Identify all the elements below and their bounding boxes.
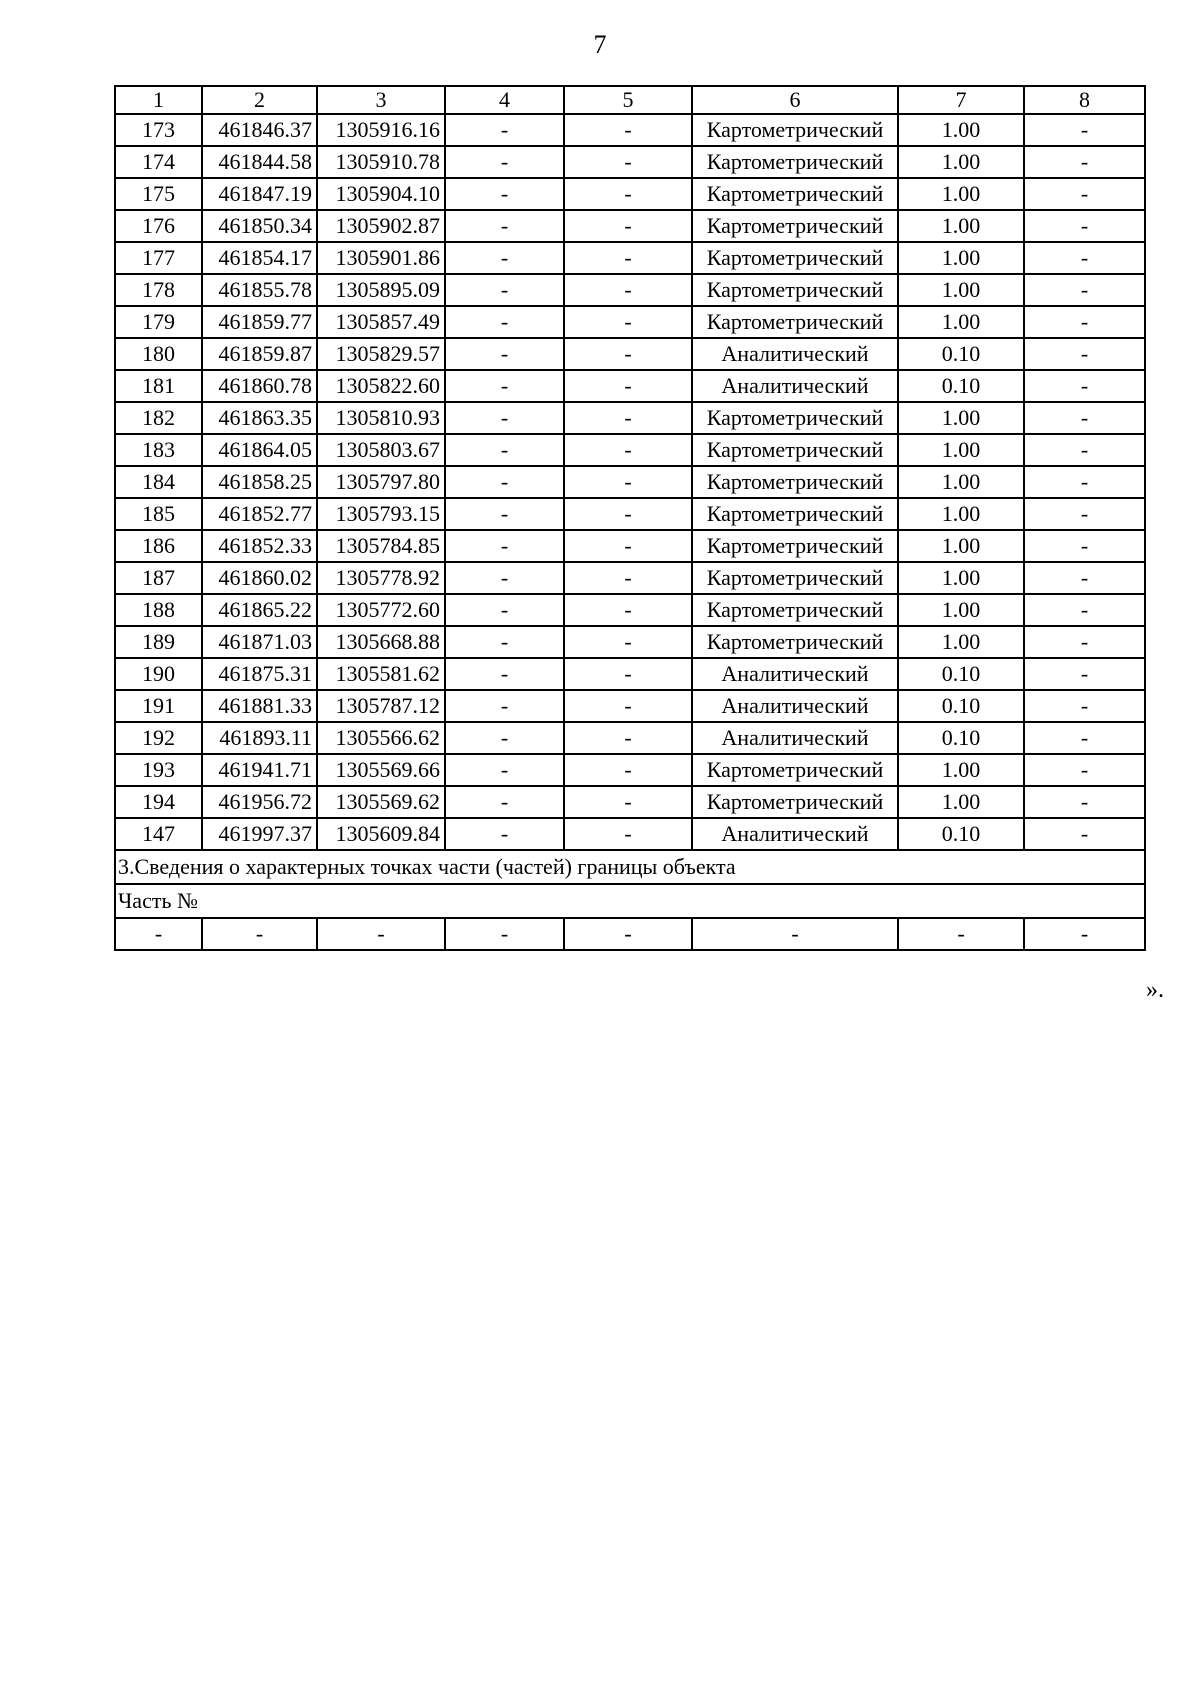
table-row — [115, 274, 1145, 306]
table-row — [115, 114, 1145, 146]
table-cell-col-8: - — [1024, 210, 1145, 242]
table-cell-col-3: 1305857.49 — [317, 306, 445, 338]
table-cell-col-7: 1.00 — [898, 754, 1024, 786]
table-cell-col-8: - — [1024, 402, 1145, 434]
table-cell-col-8: 8 — [1024, 86, 1145, 114]
table-cell-col-4: - — [445, 402, 564, 434]
table-cell-col-5: - — [564, 562, 692, 594]
table-cell-col-3: 1305609.84 — [317, 818, 445, 850]
table-cell-col-7: 1.00 — [898, 146, 1024, 178]
table-cell-col-1: 176 — [115, 210, 202, 242]
table-cell-col-7: 0.10 — [898, 690, 1024, 722]
table-cell-col-6: Картометрический — [692, 466, 898, 498]
table-cell-col-1: 174 — [115, 146, 202, 178]
table-cell-col-1: 186 — [115, 530, 202, 562]
table-cell-col-1: 188 — [115, 594, 202, 626]
table-row — [115, 690, 1145, 722]
table-cell-col-3: 1305803.67 — [317, 434, 445, 466]
table-cell-col-2: 461852.77 — [202, 498, 317, 530]
table-cell-col-5: - — [564, 146, 692, 178]
table-cell-col-2: 461858.25 — [202, 466, 317, 498]
table-cell-col-6: Картометрический — [692, 306, 898, 338]
table-cell-col-8: - — [1024, 658, 1145, 690]
section-title: 3.Сведения о характерных точках части (частей) границы объекта — [115, 850, 1145, 884]
table-cell-col-6: Картометрический — [692, 562, 898, 594]
table-cell-col-8: - — [1024, 434, 1145, 466]
table-cell-col-2: 2 — [202, 86, 317, 114]
table-cell-col-4: 4 — [445, 86, 564, 114]
table-cell-col-1: - — [115, 918, 202, 950]
table-cell-col-7: 1.00 — [898, 242, 1024, 274]
table-cell-col-3: - — [317, 918, 445, 950]
table-row — [115, 306, 1145, 338]
table-cell-col-2: 461859.87 — [202, 338, 317, 370]
table-cell-col-4: - — [445, 754, 564, 786]
table-cell-col-7: - — [898, 918, 1024, 950]
table-cell-col-6: Аналитический — [692, 818, 898, 850]
table-row — [115, 818, 1145, 850]
table-cell-col-6: Аналитический — [692, 370, 898, 402]
table-cell-col-5: - — [564, 114, 692, 146]
table-cell-col-5: - — [564, 530, 692, 562]
table-cell-col-3: 1305793.15 — [317, 498, 445, 530]
table-cell-col-5: - — [564, 498, 692, 530]
table-cell-col-2: 461893.11 — [202, 722, 317, 754]
table-cell-col-8: - — [1024, 594, 1145, 626]
table-cell-col-4: - — [445, 178, 564, 210]
table-cell-col-7: 1.00 — [898, 178, 1024, 210]
table-cell-col-4: - — [445, 918, 564, 950]
table-cell-col-6: Аналитический — [692, 338, 898, 370]
table-cell-col-5: - — [564, 658, 692, 690]
table-cell-col-5: - — [564, 210, 692, 242]
table-cell-col-2: 461850.34 — [202, 210, 317, 242]
table-cell-col-7: 1.00 — [898, 466, 1024, 498]
table-cell-col-7: 1.00 — [898, 786, 1024, 818]
table-empty-row — [115, 918, 1145, 950]
table-cell-col-3: 1305569.62 — [317, 786, 445, 818]
table-cell-col-6: Аналитический — [692, 690, 898, 722]
table-cell-col-1: 173 — [115, 114, 202, 146]
table-cell-col-7: 0.10 — [898, 370, 1024, 402]
table-cell-col-2: 461941.71 — [202, 754, 317, 786]
table-cell-col-7: 1.00 — [898, 306, 1024, 338]
table-cell-col-4: - — [445, 690, 564, 722]
table-cell-col-7: 1.00 — [898, 626, 1024, 658]
table-cell-col-8: - — [1024, 114, 1145, 146]
table-cell-col-5: 5 — [564, 86, 692, 114]
table-cell-col-6: Картометрический — [692, 498, 898, 530]
table-cell-col-8: - — [1024, 370, 1145, 402]
table-row — [115, 338, 1145, 370]
table-cell-col-5: - — [564, 918, 692, 950]
table-cell-col-8: - — [1024, 498, 1145, 530]
table-cell-col-4: - — [445, 274, 564, 306]
table-cell-col-3: 1305822.60 — [317, 370, 445, 402]
table-cell-col-1: 193 — [115, 754, 202, 786]
table-row — [115, 722, 1145, 754]
table-cell-col-8: - — [1024, 466, 1145, 498]
table-cell-col-2: 461844.58 — [202, 146, 317, 178]
table-cell-col-1: 192 — [115, 722, 202, 754]
table-row — [115, 242, 1145, 274]
table-cell-col-2: 461854.17 — [202, 242, 317, 274]
table-row — [115, 754, 1145, 786]
coordinates-table — [114, 85, 1146, 951]
table-cell-col-7: 1.00 — [898, 434, 1024, 466]
table-cell-col-2: 461865.22 — [202, 594, 317, 626]
table-cell-col-7: 1.00 — [898, 114, 1024, 146]
table-row — [115, 466, 1145, 498]
table-cell-col-5: - — [564, 466, 692, 498]
table-cell-col-2: 461847.19 — [202, 178, 317, 210]
table-cell-col-6: Картометрический — [692, 754, 898, 786]
table-cell-col-4: - — [445, 594, 564, 626]
table-cell-col-8: - — [1024, 818, 1145, 850]
table-cell-col-7: 1.00 — [898, 594, 1024, 626]
table-cell-col-3: 1305810.93 — [317, 402, 445, 434]
table-cell-col-1: 189 — [115, 626, 202, 658]
table-cell-col-8: - — [1024, 146, 1145, 178]
table-cell-col-4: - — [445, 306, 564, 338]
table-cell-col-6: Картометрический — [692, 210, 898, 242]
table-cell-col-1: 191 — [115, 690, 202, 722]
table-cell-col-6: Картометрический — [692, 178, 898, 210]
table-cell-col-3: 1305904.10 — [317, 178, 445, 210]
table-cell-col-7: 1.00 — [898, 498, 1024, 530]
table-cell-col-5: - — [564, 818, 692, 850]
table-cell-col-2: 461852.33 — [202, 530, 317, 562]
table-cell-col-6: Картометрический — [692, 274, 898, 306]
table-cell-col-3: 1305902.87 — [317, 210, 445, 242]
table-cell-col-6: Картометрический — [692, 114, 898, 146]
table-cell-col-8: - — [1024, 722, 1145, 754]
table-cell-col-1: 183 — [115, 434, 202, 466]
table-cell-col-7: 0.10 — [898, 658, 1024, 690]
table-cell-col-3: 1305772.60 — [317, 594, 445, 626]
table-cell-col-6: Картометрический — [692, 146, 898, 178]
table-cell-col-8: - — [1024, 754, 1145, 786]
table-cell-col-2: 461846.37 — [202, 114, 317, 146]
table-cell-col-3: 1305916.16 — [317, 114, 445, 146]
table-cell-col-5: - — [564, 690, 692, 722]
table-row — [115, 146, 1145, 178]
coordinates-table-container — [114, 85, 1146, 951]
table-row — [115, 530, 1145, 562]
table-cell-col-8: - — [1024, 178, 1145, 210]
section-title-row — [115, 850, 1145, 884]
table-cell-col-4: - — [445, 786, 564, 818]
table-cell-col-5: - — [564, 594, 692, 626]
table-cell-col-6: Картометрический — [692, 402, 898, 434]
table-cell-col-1: 185 — [115, 498, 202, 530]
table-cell-col-6: Аналитический — [692, 658, 898, 690]
table-cell-col-5: - — [564, 754, 692, 786]
table-cell-col-1: 178 — [115, 274, 202, 306]
table-cell-col-2: 461875.31 — [202, 658, 317, 690]
table-cell-col-8: - — [1024, 918, 1145, 950]
table-cell-col-1: 175 — [115, 178, 202, 210]
table-cell-col-4: - — [445, 466, 564, 498]
table-cell-col-6: 6 — [692, 86, 898, 114]
table-cell-col-3: 1305668.88 — [317, 626, 445, 658]
table-cell-col-3: 1305829.57 — [317, 338, 445, 370]
table-row — [115, 402, 1145, 434]
table-cell-col-5: - — [564, 274, 692, 306]
table-cell-col-7: 1.00 — [898, 530, 1024, 562]
table-cell-col-8: - — [1024, 786, 1145, 818]
table-cell-col-3: 1305797.80 — [317, 466, 445, 498]
table-cell-col-8: - — [1024, 626, 1145, 658]
table-row — [115, 658, 1145, 690]
table-cell-col-1: 190 — [115, 658, 202, 690]
table-row — [115, 498, 1145, 530]
table-cell-col-1: 194 — [115, 786, 202, 818]
table-cell-col-1: 1 — [115, 86, 202, 114]
page-number: 7 — [593, 30, 607, 59]
table-cell-col-5: - — [564, 178, 692, 210]
table-cell-col-4: - — [445, 626, 564, 658]
table-cell-col-3: 1305581.62 — [317, 658, 445, 690]
table-cell-col-3: 1305787.12 — [317, 690, 445, 722]
table-cell-col-3: 1305569.66 — [317, 754, 445, 786]
table-cell-col-8: - — [1024, 306, 1145, 338]
table-row — [115, 434, 1145, 466]
table-cell-col-3: 1305910.78 — [317, 146, 445, 178]
table-cell-col-4: - — [445, 562, 564, 594]
part-label: Часть № — [115, 884, 1145, 918]
table-cell-col-5: - — [564, 434, 692, 466]
table-cell-col-6: Картометрический — [692, 530, 898, 562]
table-cell-col-2: - — [202, 918, 317, 950]
table-cell-col-2: 461855.78 — [202, 274, 317, 306]
table-cell-col-7: 7 — [898, 86, 1024, 114]
table-row — [115, 594, 1145, 626]
table-cell-col-3: 1305784.85 — [317, 530, 445, 562]
table-cell-col-7: 0.10 — [898, 818, 1024, 850]
table-cell-col-4: - — [445, 530, 564, 562]
table-cell-col-7: 1.00 — [898, 210, 1024, 242]
table-row — [115, 210, 1145, 242]
table-row — [115, 562, 1145, 594]
closing-quote-mark: ». — [1146, 977, 1164, 1003]
part-label-row — [115, 884, 1145, 918]
table-cell-col-7: 0.10 — [898, 722, 1024, 754]
table-cell-col-4: - — [445, 818, 564, 850]
table-row — [115, 178, 1145, 210]
table-cell-col-5: - — [564, 402, 692, 434]
table-cell-col-2: 461863.35 — [202, 402, 317, 434]
table-cell-col-3: 1305895.09 — [317, 274, 445, 306]
table-cell-col-8: - — [1024, 562, 1145, 594]
table-cell-col-1: 182 — [115, 402, 202, 434]
table-cell-col-4: - — [445, 114, 564, 146]
table-cell-col-5: - — [564, 242, 692, 274]
table-cell-col-5: - — [564, 370, 692, 402]
table-cell-col-7: 1.00 — [898, 562, 1024, 594]
table-cell-col-6: Аналитический — [692, 722, 898, 754]
table-cell-col-3: 1305566.62 — [317, 722, 445, 754]
table-cell-col-1: 180 — [115, 338, 202, 370]
table-cell-col-8: - — [1024, 530, 1145, 562]
table-cell-col-4: - — [445, 498, 564, 530]
table-cell-col-4: - — [445, 242, 564, 274]
table-cell-col-2: 461997.37 — [202, 818, 317, 850]
table-cell-col-1: 184 — [115, 466, 202, 498]
table-cell-col-6: Картометрический — [692, 434, 898, 466]
table-cell-col-2: 461956.72 — [202, 786, 317, 818]
table-cell-col-4: - — [445, 658, 564, 690]
table-cell-col-5: - — [564, 338, 692, 370]
table-cell-col-7: 1.00 — [898, 402, 1024, 434]
table-cell-col-2: 461860.78 — [202, 370, 317, 402]
table-cell-col-6: Картометрический — [692, 626, 898, 658]
table-cell-col-5: - — [564, 786, 692, 818]
table-cell-col-1: 181 — [115, 370, 202, 402]
table-cell-col-2: 461871.03 — [202, 626, 317, 658]
table-cell-col-8: - — [1024, 274, 1145, 306]
table-row — [115, 370, 1145, 402]
table-cell-col-6: Картометрический — [692, 786, 898, 818]
table-row — [115, 786, 1145, 818]
table-cell-col-3: 1305778.92 — [317, 562, 445, 594]
table-cell-col-8: - — [1024, 338, 1145, 370]
table-cell-col-6: Картометрический — [692, 594, 898, 626]
table-cell-col-4: - — [445, 210, 564, 242]
table-cell-col-4: - — [445, 434, 564, 466]
table-cell-col-6: - — [692, 918, 898, 950]
table-cell-col-3: 1305901.86 — [317, 242, 445, 274]
table-cell-col-1: 147 — [115, 818, 202, 850]
table-cell-col-6: Картометрический — [692, 242, 898, 274]
table-cell-col-3: 3 — [317, 86, 445, 114]
table-cell-col-1: 177 — [115, 242, 202, 274]
table-cell-col-2: 461881.33 — [202, 690, 317, 722]
table-cell-col-2: 461864.05 — [202, 434, 317, 466]
table-cell-col-8: - — [1024, 690, 1145, 722]
table-cell-col-2: 461859.77 — [202, 306, 317, 338]
table-cell-col-1: 187 — [115, 562, 202, 594]
table-header-row — [115, 86, 1145, 114]
table-cell-col-5: - — [564, 722, 692, 754]
table-cell-col-4: - — [445, 338, 564, 370]
table-cell-col-7: 1.00 — [898, 274, 1024, 306]
table-cell-col-5: - — [564, 626, 692, 658]
table-cell-col-1: 179 — [115, 306, 202, 338]
table-cell-col-5: - — [564, 306, 692, 338]
table-cell-col-7: 0.10 — [898, 338, 1024, 370]
table-cell-col-4: - — [445, 370, 564, 402]
table-cell-col-4: - — [445, 722, 564, 754]
table-cell-col-4: - — [445, 146, 564, 178]
table-row — [115, 626, 1145, 658]
table-body — [115, 86, 1145, 950]
table-cell-col-8: - — [1024, 242, 1145, 274]
table-cell-col-2: 461860.02 — [202, 562, 317, 594]
